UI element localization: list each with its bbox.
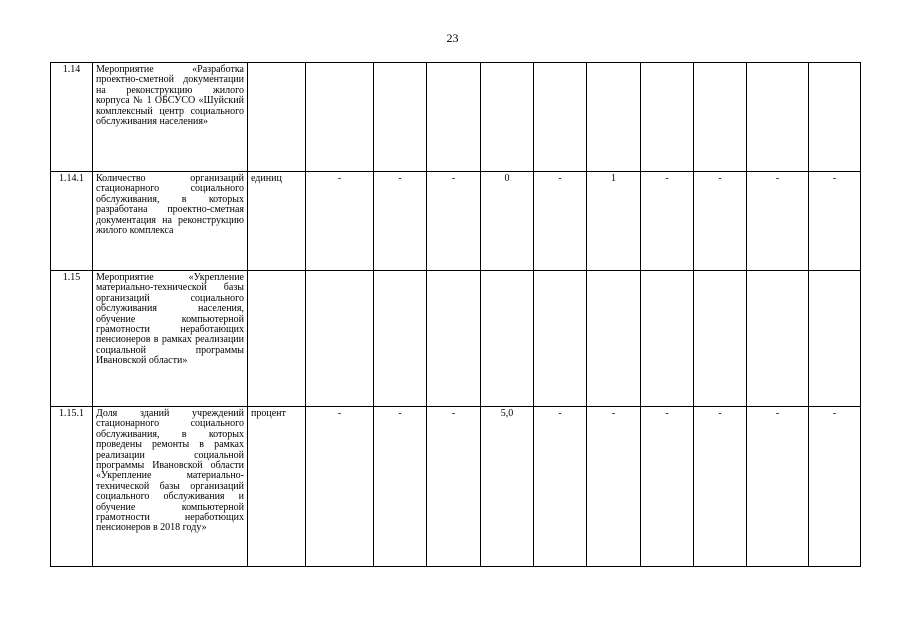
row-value: 1 [587,172,641,271]
row-unit [248,63,306,172]
row-value [427,271,481,407]
row-unit: процент [248,407,306,567]
table-row [51,172,861,271]
row-value [587,63,641,172]
row-number: 1.14.1 [51,172,93,271]
row-value: - [306,172,374,271]
row-description: Мероприятие «Укрепление материально-технической базы организаций социального обслуживания населения, обучение компьютерной грамотности неработающих пенсионеров в рамках реализации социальной программы Ивановской области» [93,271,248,407]
row-value [427,63,481,172]
row-value: - [641,407,694,567]
row-value: - [306,407,374,567]
indicators-table [50,62,861,567]
row-unit: единиц [248,172,306,271]
row-value [587,271,641,407]
row-value [747,271,809,407]
table-row [51,271,861,407]
row-value [374,271,427,407]
row-description: Количество организаций стационарного социального обслуживания, в которых разработана проектно-сметная документация на реконструкцию жилого комплекса [93,172,248,271]
row-value: - [694,172,747,271]
row-value: - [374,172,427,271]
row-value: 5,0 [481,407,534,567]
row-value: - [534,172,587,271]
row-number: 1.15.1 [51,407,93,567]
row-value [809,271,861,407]
row-value: - [534,407,587,567]
row-value [694,271,747,407]
row-value [747,63,809,172]
row-value: - [809,407,861,567]
row-description: Доля зданий учреждений стационарного социального обслуживания, в которых проведены ремонты в рамках реализации социальной программы Ивановской области «Укрепление материально-технической базы организаций социального обслуживания и обучение компьютерной грамотности неработющих пенсионеров в 2018 году» [93,407,248,567]
row-value: - [587,407,641,567]
row-number: 1.15 [51,271,93,407]
row-value: - [747,172,809,271]
row-value: - [809,172,861,271]
row-value [481,63,534,172]
row-value [809,63,861,172]
row-unit [248,271,306,407]
row-value [306,63,374,172]
row-value: - [694,407,747,567]
row-value: - [427,407,481,567]
row-description: Мероприятие «Разработка проектно-сметной документации на реконструкцию жилого корпуса № 1 ОБСУСО «Шуйский комплексный центр социального обслуживания населения» [93,63,248,172]
row-value: - [427,172,481,271]
row-value [641,271,694,407]
page-number: 23 [446,31,459,45]
table-body [51,63,861,567]
row-value [694,63,747,172]
row-value [481,271,534,407]
row-value [534,63,587,172]
row-value: - [641,172,694,271]
table-row [51,407,861,567]
row-value [374,63,427,172]
row-value: 0 [481,172,534,271]
table-row [51,63,861,172]
row-value: - [747,407,809,567]
row-value [306,271,374,407]
row-number: 1.14 [51,63,93,172]
row-value [641,63,694,172]
row-value: - [374,407,427,567]
row-value [534,271,587,407]
